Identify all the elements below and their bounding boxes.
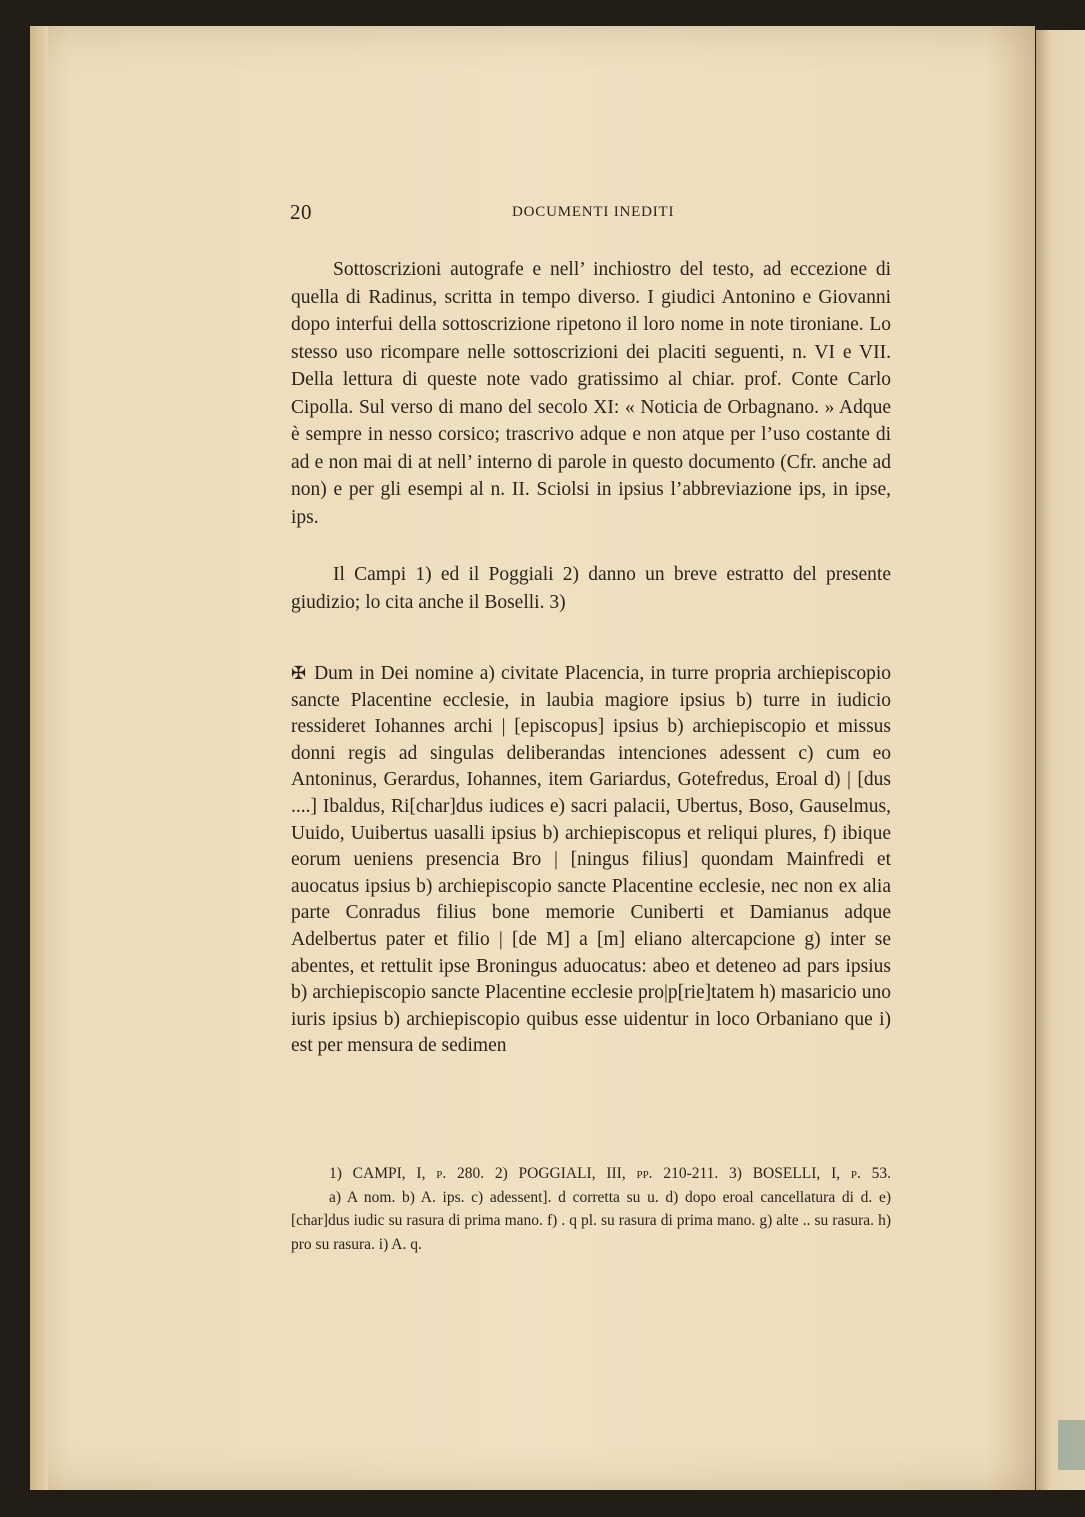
footnotes [291, 1162, 891, 1256]
intro-text: Sottoscrizioni autografe e nell’ inchiostro del testo, ad eccezione di quella di Radinus, scritta in tempo diverso. I giudici Antonino e Giovanni dopo interfui della sottoscrizione ripetono il loro nome in note tironiane. Lo stesso uso ricompare nelle sottoscrizioni dei placiti seguenti, n. VI e VII. Della lettura di queste note vado gratissimo al chiar. prof. Conte Carlo Cipolla. Sul verso di mano del secolo XI: « Noticia de Orbagnano. » Adque è sempre in nesso corsico; trascrivo adque e non atque per l’uso costante di ad e non mai di at nell’ interno di parole in questo documento (Cfr. anche ad non) e per gli esempi al n. II. Sciolsi in ipsius l’abbreviazione ips, in ipse, ips. [291, 259, 891, 528]
footnote-variants-text: a) A nom. b) A. ips. c) adessent]. d corretta su u. d) dopo eroal cancellatura di d. e) [char]dus iudic su rasura di prima mano. f) . q pl. su rasura di prima mano. g) alte .. su rasura. h) pro su rasura. i) A. q. [291, 1188, 891, 1253]
intro-paragraph [291, 256, 891, 531]
footnote-references: 1) CAMPI, I, p. 280. 2) POGGIALI, III, pp. 210-211. 3) BOSELLI, I, p. 53. [329, 1165, 891, 1182]
cross-icon: ✠ [291, 663, 307, 683]
charter-paragraph [291, 660, 891, 1060]
campi-text: Il Campi 1) ed il Poggiali 2) danno un breve estratto del presente giudizio; lo cita anche il Boselli. 3) [291, 564, 891, 613]
running-head: DOCUMENTI INEDITI [512, 204, 675, 220]
campi-paragraph [291, 561, 891, 616]
charter-text-block [291, 660, 891, 1060]
footnote-variants [291, 1186, 891, 1257]
charter-text: Dum in Dei nomine a) civitate Placencia, in turre propria archiepiscopio sancte Placentine ecclesie, in laubia magiore ipsius b) turre in iudicio ressideret Iohannes archi | [episcopus] ipsius b) archiepiscopio et missus donni regis ad singulas deliberandas intenciones adessent c) cum eo Antoninus, Gerardus, Iohannes, item Gariardus, Gotefredus, Eroal d) | [dus ....] Ibaldus, Ri[char]dus iudices e) sacri palacii, Ubertus, Boso, Gauselmus, Uuido, Uuibertus uasalli ipsius b) archiepiscopus et reliqui plures, f) ibique eorum ueniens presencia Bro | [ningus filius] quondam Mainfredi et auocatus ipsius b) archiepiscopio sancte Placentine ecclesie, nec non ex alia parte Conradus filius bone memorie Cuniberti et Damianus adque Adelbertus pater et filio | [de M] a [m] eliano altercapcione g) inter se abentes, et rettulit ipse Broningus aduocatus: abeo et deteneo ad pars ipsius b) archiepiscopio sancte Placentine ecclesie pro|p[rie]tatem h) masaricio uno iuris ipsius b) archiepiscopio quibus esse uidentur in loco Orbaniano que i) est per mensura de sedimen [291, 663, 891, 1057]
page-number: 20 [290, 200, 312, 224]
page-gutter [30, 26, 48, 1490]
next-page-edge [1036, 30, 1085, 1490]
binding-strip [1058, 1420, 1085, 1470]
